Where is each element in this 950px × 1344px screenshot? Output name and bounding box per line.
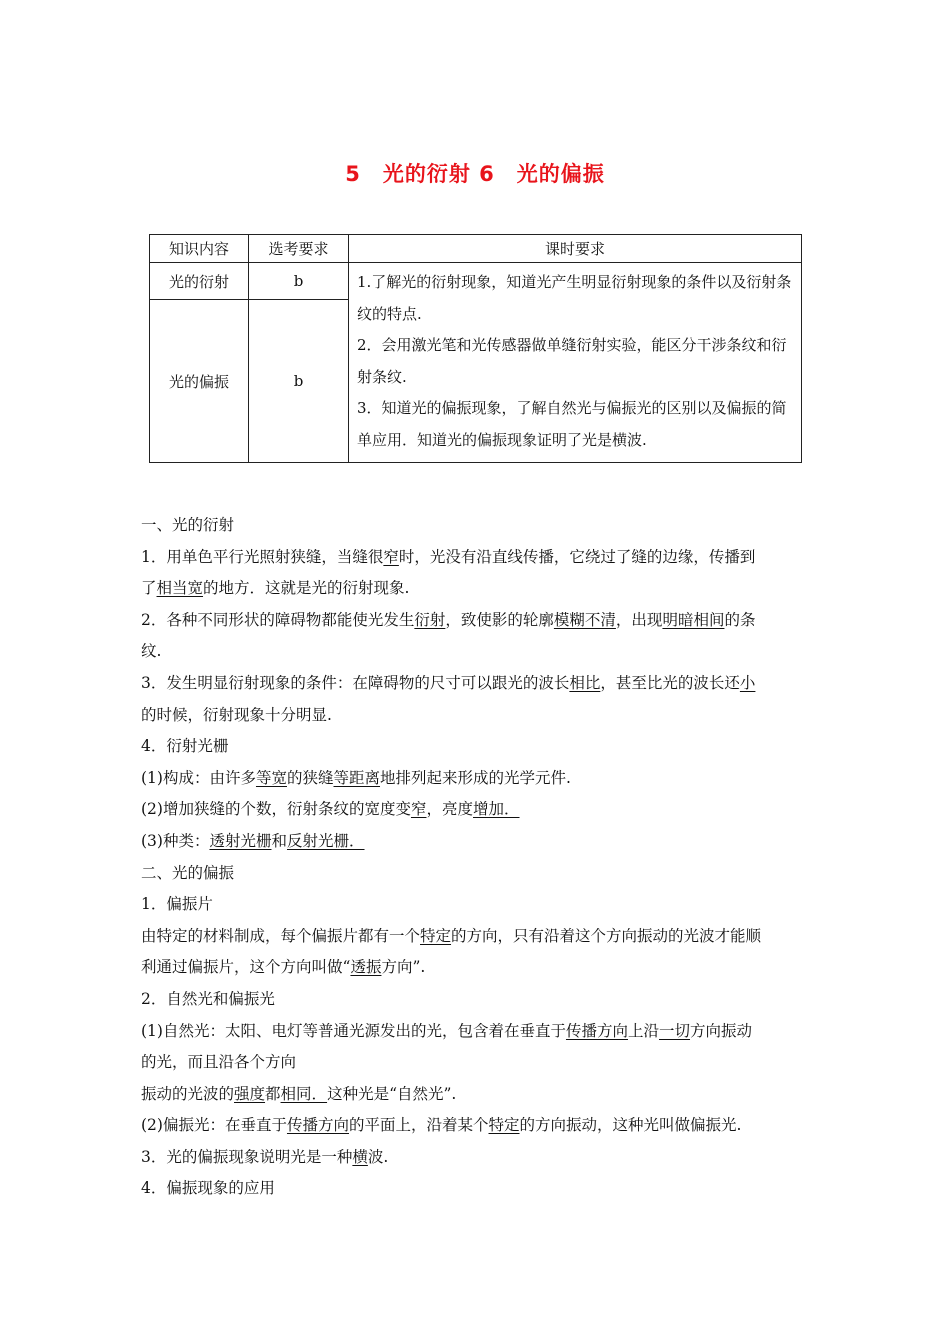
- text-line: 的时候，衍射现象十分明显.: [141, 705, 332, 724]
- text-line: (2)偏振光：在垂直于传播方向的平面上，沿着某个特定的方向振动，这种光叫做偏振光.: [141, 1116, 742, 1135]
- fill-answer: 特定: [420, 926, 452, 945]
- fill-answer: 传播方向: [565, 1021, 628, 1040]
- requirements-cell: [349, 263, 802, 463]
- table-row: [150, 263, 802, 300]
- text-line: 纹.: [141, 642, 162, 661]
- text-line: 2．各种不同形状的障碍物都能使光发生衍射，致使影的轮廓模糊不清，出现明暗相间的条: [141, 610, 756, 629]
- fill-answer: 窄: [410, 800, 427, 819]
- fill-answer: 窄: [383, 547, 399, 566]
- fill-answer: 强度: [234, 1084, 266, 1103]
- text-line: 3．发生明显衍射现象的条件：在障碍物的尺寸可以跟光的波长相比，甚至比光的波长还小: [141, 673, 756, 692]
- level-cell: b: [249, 263, 349, 300]
- header-knowledge: 知识内容: [150, 235, 249, 263]
- content-body: [141, 510, 811, 1205]
- fill-answer: 明暗相间: [662, 610, 725, 629]
- fill-answer: 相同．: [280, 1084, 328, 1103]
- fill-answer: 传播方向: [286, 1116, 349, 1135]
- table-header-row: [150, 235, 802, 263]
- text-line: 由特定的材料制成，每个偏振片都有一个特定的方向，只有沿着这个方向振动的光波才能顺: [141, 926, 762, 945]
- header-requirements: 课时要求: [349, 235, 802, 263]
- section-heading: 一、光的衍射: [141, 516, 235, 534]
- text-line: 3．光的偏振现象说明光是一种横波.: [141, 1147, 389, 1166]
- fill-answer: 等距离: [333, 768, 381, 787]
- subsection-heading: 4．衍射光栅: [141, 737, 229, 756]
- fill-answer: 特定: [488, 1116, 520, 1135]
- fill-answer: 增加．: [473, 800, 520, 819]
- fill-answer: 透振: [350, 958, 382, 977]
- level-cell: b: [249, 300, 349, 463]
- text-line: (2)增加狭缝的个数，衍射条纹的宽度变窄，亮度增加．: [141, 800, 520, 819]
- text-line: 利通过偏振片，这个方向叫做“透振方向”.: [141, 958, 426, 977]
- page-title: 5 光的衍射 6 光的偏振: [345, 162, 605, 186]
- text-line: 1．用单色平行光照射狭缝，当缝很窄时，光没有沿直线传播，它绕过了缝的边缘，传播到: [141, 547, 756, 566]
- text-line: 振动的光波的强度都相同．这种光是“自然光”.: [141, 1084, 457, 1103]
- section-heading: 二、光的偏振: [141, 863, 235, 882]
- text-line: (1)构成：由许多等宽的狭缝等距离地排列起来形成的光学元件.: [141, 768, 571, 787]
- requirement-item: 2．会用激光笔和光传感器做单缝衍射实验，能区分干涉条纹和衍射条纹.: [357, 336, 787, 386]
- fill-answer: 衍射: [414, 610, 446, 629]
- subsection-heading: 1．偏振片: [141, 895, 213, 914]
- text-line: (3)种类：透射光栅和反射光栅．: [141, 831, 365, 850]
- fill-answer: 等宽: [255, 768, 287, 787]
- fill-answer: 反射光栅．: [287, 831, 365, 850]
- requirement-item: 1.了解光的衍射现象，知道光产生明显衍射现象的条件以及衍射条纹的特点.: [357, 273, 792, 323]
- text-line: (1)自然光：太阳、电灯等普通光源发出的光，包含着在垂直于传播方向上沿一切方向振动: [141, 1021, 753, 1040]
- text-line: 了相当宽的地方．这就是光的衍射现象.: [141, 579, 410, 598]
- fill-answer: 一切: [659, 1021, 691, 1040]
- topic-cell: 光的偏振: [150, 300, 249, 463]
- fill-answer: 横: [352, 1147, 368, 1166]
- fill-answer: 模糊不清: [553, 610, 616, 629]
- fill-answer: 透射光栅: [209, 831, 272, 850]
- subsection-heading: 4．偏振现象的应用: [141, 1179, 275, 1198]
- requirement-item: 3．知道光的偏振现象，了解自然光与偏振光的区别以及偏振的简单应用．知道光的偏振现象证明了光是横波.: [357, 399, 787, 449]
- fill-answer: 相当宽: [156, 579, 204, 598]
- subsection-heading: 2．自然光和偏振光: [141, 989, 275, 1008]
- requirements-table: [149, 234, 802, 463]
- fill-answer: 相比: [569, 673, 601, 692]
- fill-answer: 小: [739, 673, 756, 692]
- topic-cell: 光的衍射: [150, 263, 249, 300]
- text-line: 的光，而且沿各个方向: [141, 1053, 297, 1072]
- header-level: 选考要求: [249, 235, 349, 263]
